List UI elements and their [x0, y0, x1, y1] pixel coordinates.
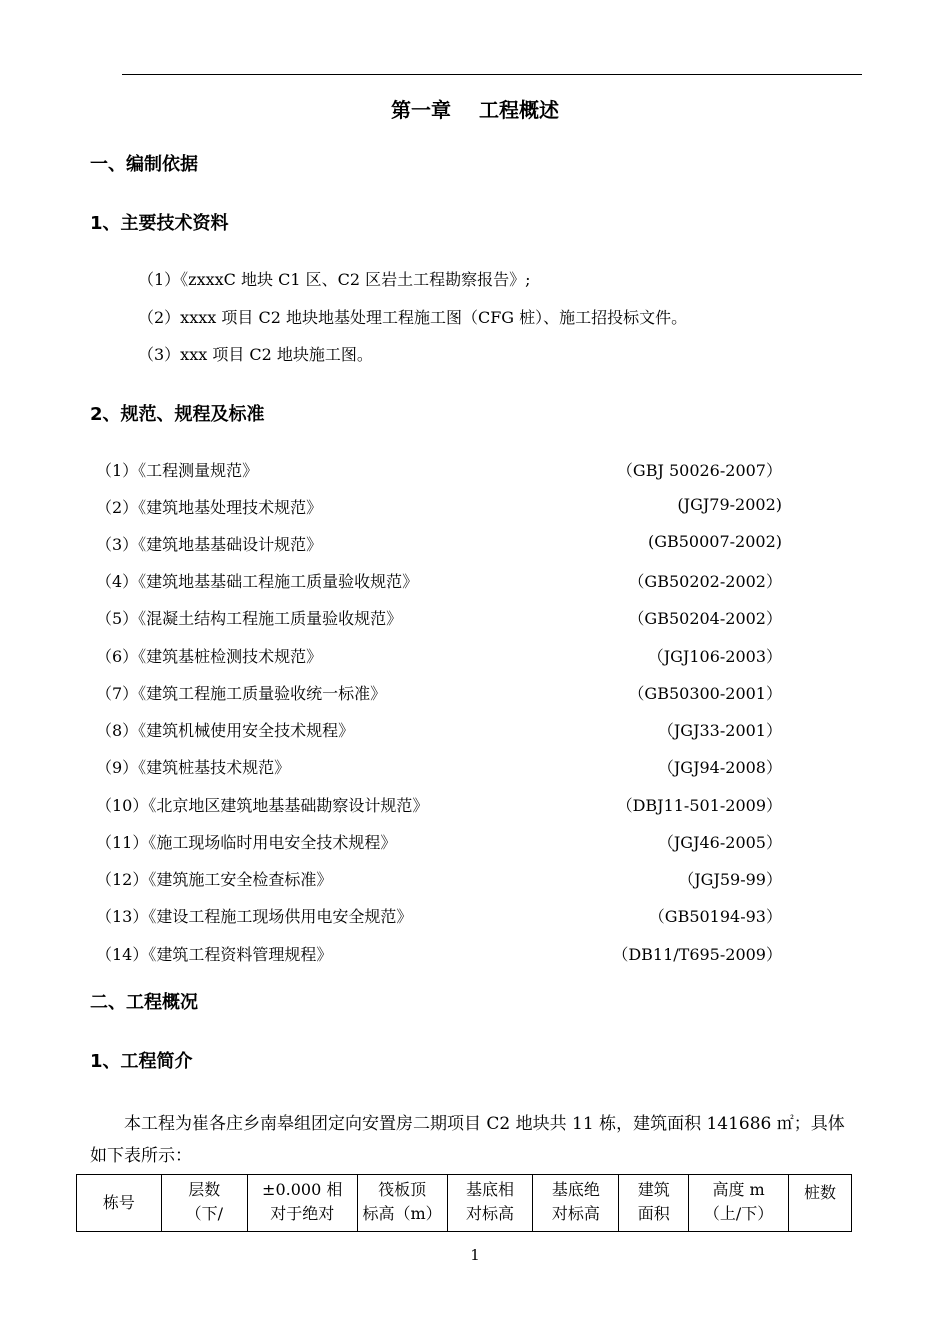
standard-title: （6）《建筑基桩检测技术规范》 — [96, 647, 323, 666]
standard-row — [96, 793, 782, 817]
intro-paragraph: 本工程为崔各庄乡南皋组团定向安置房二期项目 C2 地块共 11 栋，建筑面积 141686 ㎡；具体如下表所示： — [90, 1114, 845, 1166]
standard-row — [96, 495, 782, 519]
standard-title: （11）《施工现场临时用电安全技术规程》 — [96, 833, 397, 852]
table-header-cell: 栋号 — [77, 1175, 162, 1232]
tech-doc-item: （3）xxx 项目 C2 地块施工图。 — [138, 345, 373, 364]
standard-title: （8）《建筑机械使用安全技术规程》 — [96, 721, 355, 740]
section-heading-basis: 一、编制依据 — [90, 154, 198, 175]
standard-title: （9）《建筑桩基技术规范》 — [96, 758, 291, 777]
standard-code: （DBJ11-501-2009） — [616, 796, 782, 815]
table-header-cell: 层数 （下/ — [161, 1175, 247, 1232]
standard-row — [96, 569, 782, 593]
standard-row — [96, 458, 782, 482]
standard-code: （JGJ106-2003） — [647, 647, 782, 666]
table-header-row — [77, 1175, 852, 1232]
standard-title: （1）《工程测量规范》 — [96, 461, 259, 480]
subsection-heading-standards: 2、规范、规程及标准 — [90, 404, 265, 425]
standard-code: （GB50300-2001） — [628, 684, 782, 703]
standard-title: （4）《建筑地基基础工程施工质量验收规范》 — [96, 572, 419, 591]
standard-title: （5）《混凝土结构工程施工质量验收规范》 — [96, 609, 403, 628]
standard-row — [96, 681, 782, 705]
standard-code: （JGJ33-2001） — [657, 721, 782, 740]
chapter-name: 工程概述 — [479, 98, 559, 122]
standard-title: （12）《建筑施工安全检查标准》 — [96, 870, 333, 889]
standard-title: （3）《建筑地基基础设计规范》 — [96, 535, 323, 554]
standard-row — [96, 644, 782, 668]
table-header-cell: ±0.000 相 对于绝对 — [247, 1175, 357, 1232]
standard-row — [96, 606, 782, 630]
standard-row — [96, 718, 782, 742]
chapter-number: 第一章 — [391, 98, 451, 122]
tech-doc-item: （1）《zxxxC 地块 C1 区、C2 区岩土工程勘察报告》; — [138, 270, 531, 289]
subsection-heading-intro: 1、工程简介 — [90, 1051, 193, 1072]
standard-code: (JGJ79-2002) — [677, 495, 782, 514]
standard-code: （DB11/T695-2009） — [612, 945, 782, 964]
page-number: 1 — [470, 1246, 480, 1264]
standard-row — [96, 830, 782, 854]
standard-title: （13）《建设工程施工现场供用电安全规范》 — [96, 907, 413, 926]
standard-title: （7）《建筑工程施工质量验收统一标准》 — [96, 684, 387, 703]
chapter-title — [0, 94, 950, 123]
table-header-cell: 筏板顶 标高（m） — [357, 1175, 447, 1232]
tech-doc-item: （2）xxxx 项目 C2 地块地基处理工程施工图（CFG 桩）、施工招投标文件。 — [138, 308, 688, 327]
building-table — [76, 1174, 852, 1232]
standard-code: （JGJ94-2008） — [657, 758, 782, 777]
standard-code: （GBJ 50026-2007） — [616, 461, 782, 480]
standard-code: （GB50204-2002） — [628, 609, 782, 628]
table-header-cell: 建筑 面积 — [619, 1175, 689, 1232]
standard-title: （10）《北京地区建筑地基基础勘察设计规范》 — [96, 796, 429, 815]
table-header-cell: 高度 m （上/下） — [689, 1175, 789, 1232]
table-header-cell: 基底绝 对标高 — [533, 1175, 619, 1232]
standard-row — [96, 942, 782, 966]
standard-title: （2）《建筑地基处理技术规范》 — [96, 498, 323, 517]
section-heading-overview: 二、工程概况 — [90, 992, 198, 1013]
table-header-cell: 桩数 — [789, 1175, 852, 1232]
standard-row — [96, 755, 782, 779]
header-rule — [122, 74, 862, 75]
standard-row — [96, 867, 782, 891]
standard-code: （GB50194-93） — [648, 907, 782, 926]
standard-code: (GB50007-2002) — [647, 532, 782, 551]
standard-row — [96, 904, 782, 928]
standard-row — [96, 532, 782, 556]
standard-title: （14）《建筑工程资料管理规程》 — [96, 945, 333, 964]
subsection-heading-tech-docs: 1、主要技术资料 — [90, 213, 229, 234]
standard-code: （JGJ59-99） — [678, 870, 782, 889]
standard-code: （JGJ46-2005） — [657, 833, 782, 852]
table-header-cell: 基底相 对标高 — [447, 1175, 533, 1232]
standard-code: （GB50202-2002） — [628, 572, 782, 591]
